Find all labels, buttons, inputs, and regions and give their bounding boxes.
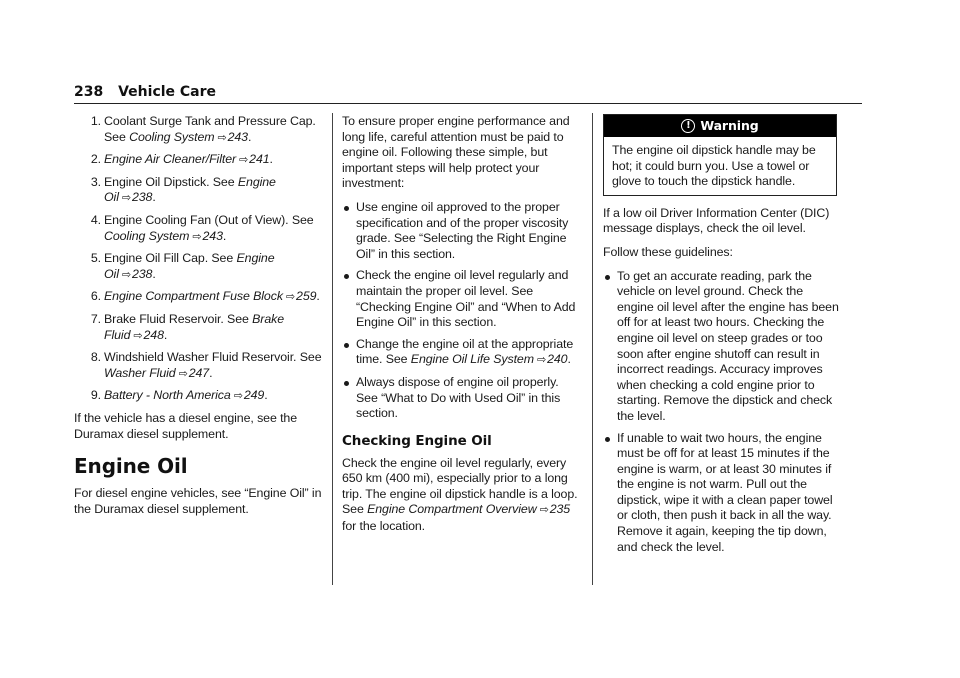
diesel-note: If the vehicle has a diesel engine, see the Duramax diesel supplement. [74,410,298,441]
page-reference-arrow-icon: ⇨ [178,367,188,380]
list-item: 4. Engine Cooling Fan (Out of View). See Cooling System ⇨243. [90,212,314,243]
list-item: 3. Engine Oil Dipstick. See Engine Oil ⇨238. [90,174,276,205]
page-header [74,84,216,100]
column-3 [603,114,839,563]
list-item: Check the engine oil level regularly and maintain the proper oil level. See “Checking Engine Oil” and “When to Add Engine Oil” in this section. [342,268,582,330]
warning-title: Warning [700,118,759,133]
warning-header [604,115,836,137]
warning-icon: ! [681,119,695,133]
page-reference-arrow-icon: ⇨ [536,354,547,367]
page-reference-arrow-icon: ⇨ [192,230,202,243]
cross-reference-link[interactable]: Engine Compartment Overview [367,502,537,517]
page-reference-arrow-icon: ⇨ [133,329,143,342]
page-link[interactable]: 238 [131,190,153,205]
page-link[interactable]: 241 [249,152,270,167]
page-link[interactable]: 240 [547,352,568,367]
list-item: Use engine oil approved to the proper specification and of the proper viscosity grade. See “Selecting the Right Engine Oil” in this section. [342,200,582,262]
cross-reference-link[interactable]: Engine Oil Life System [410,352,534,367]
warning-box [603,114,837,196]
cross-reference-link[interactable]: Cooling System [129,129,215,144]
guidelines-intro: Follow these guidelines: [603,244,733,259]
page-link[interactable]: 235 [549,502,571,517]
page-reference-arrow-icon: ⇨ [539,504,549,517]
page-reference-arrow-icon: ⇨ [121,192,131,205]
section-title: Vehicle Care [118,84,217,100]
column-1 [74,114,324,525]
cross-reference-link[interactable]: Washer Fluid [104,365,176,380]
cross-reference-link[interactable]: Engine Air Cleaner/Filter [104,152,237,167]
list-item: 7. Brake Fluid Reservoir. See Brake Fluid ⇨248. [90,311,284,342]
page-link[interactable]: 247 [188,365,210,380]
cross-reference-link[interactable]: Engine Oil [104,251,275,281]
engine-compartment-parts-list [74,114,324,405]
cross-reference-link[interactable]: Brake Fluid [104,311,284,342]
column-divider-1 [332,113,333,585]
list-item: If unable to wait two hours, the engine must be off for at least 15 minutes if the engine is warm, or at least 30 minutes if the engine is not warm. Pull out the dipstick, wipe it with a clean paper towel or cloth, then push it back in all the way. Remove it again, keeping the tip down, and check the level. [603,431,839,556]
list-item: 8. Windshield Washer Fluid Reservoir. See Washer Fluid ⇨247. [90,350,322,380]
list-item: 5. Engine Oil Fill Cap. See Engine Oil ⇨238. [90,251,275,281]
page-reference-arrow-icon: ⇨ [285,291,296,304]
list-item: Change the engine oil at the appropriate time. See Engine Oil Life System ⇨240. [342,337,582,369]
page-reference-arrow-icon: ⇨ [239,154,249,167]
page-reference-arrow-icon: ⇨ [121,268,131,281]
checking-engine-oil-heading: Checking Engine Oil [342,432,492,449]
column-divider-2 [592,113,593,585]
list-item: 9. Battery - North America ⇨249. [90,388,268,403]
engine-oil-heading: Engine Oil [74,454,188,479]
page-reference-arrow-icon: ⇨ [233,390,243,403]
page-link[interactable]: 259 [296,289,317,304]
cross-reference-link[interactable]: Cooling System [104,228,190,243]
page-link[interactable]: 248 [143,327,164,342]
page-link[interactable]: 238 [131,266,153,281]
list-item: 1. Coolant Surge Tank and Pressure Cap. See Cooling System ⇨243. [90,114,316,144]
guidelines-list [603,269,839,556]
header-rule [74,103,862,104]
list-item: 2. Engine Air Cleaner/Filter ⇨241. [90,152,273,167]
page-link[interactable]: 249 [243,388,265,403]
checking-engine-oil-paragraph: Check the engine oil level regularly, every 650 km (400 mi), especially prior to a long trip. The engine oil dipstick handle is a loop. See Engine Compartment Overview ⇨235 for the location. [342,455,578,534]
cross-reference-link[interactable]: Engine Oil [104,174,276,205]
page-link[interactable]: 243 [227,129,248,144]
page-number: 238 [74,84,104,100]
list-item: 6. Engine Compartment Fuse Block ⇨259. [90,289,320,304]
page-reference-arrow-icon: ⇨ [217,131,227,144]
page-link[interactable]: 243 [202,228,223,243]
engine-oil-importance-paragraph: To ensure proper engine performance and long life, careful attention must be paid to engine oil. Following these simple, but important steps will help protect your investment: [342,114,570,191]
column-2 [342,114,582,543]
warning-text: The engine oil dipstick handle may be hot; it could burn you. Use a towel or glove to touch the dipstick handle. [612,143,816,189]
cross-reference-link[interactable]: Battery - North America [104,388,231,403]
list-item: To get an accurate reading, park the vehicle on level ground. Check the engine oil level after the engine has been off for at least two hours. Checking the engine oil level on steep grades or too soon after engine shutoff can result in incorrect readings. Accuracy improves when checking a cold engine prior to starting. Remove the dipstick and check the level. [603,269,839,425]
engine-oil-intro: For diesel engine vehicles, see “Engine Oil” in the Duramax diesel supplement. [74,486,322,516]
dic-message-paragraph: If a low oil Driver Information Center (DIC) message displays, check the oil level. [603,205,830,236]
list-item: Always dispose of engine oil properly. See “What to Do with Used Oil” in this section. [342,375,582,422]
engine-oil-steps-list [342,200,582,422]
cross-reference-link[interactable]: Engine Compartment Fuse Block [104,289,283,304]
